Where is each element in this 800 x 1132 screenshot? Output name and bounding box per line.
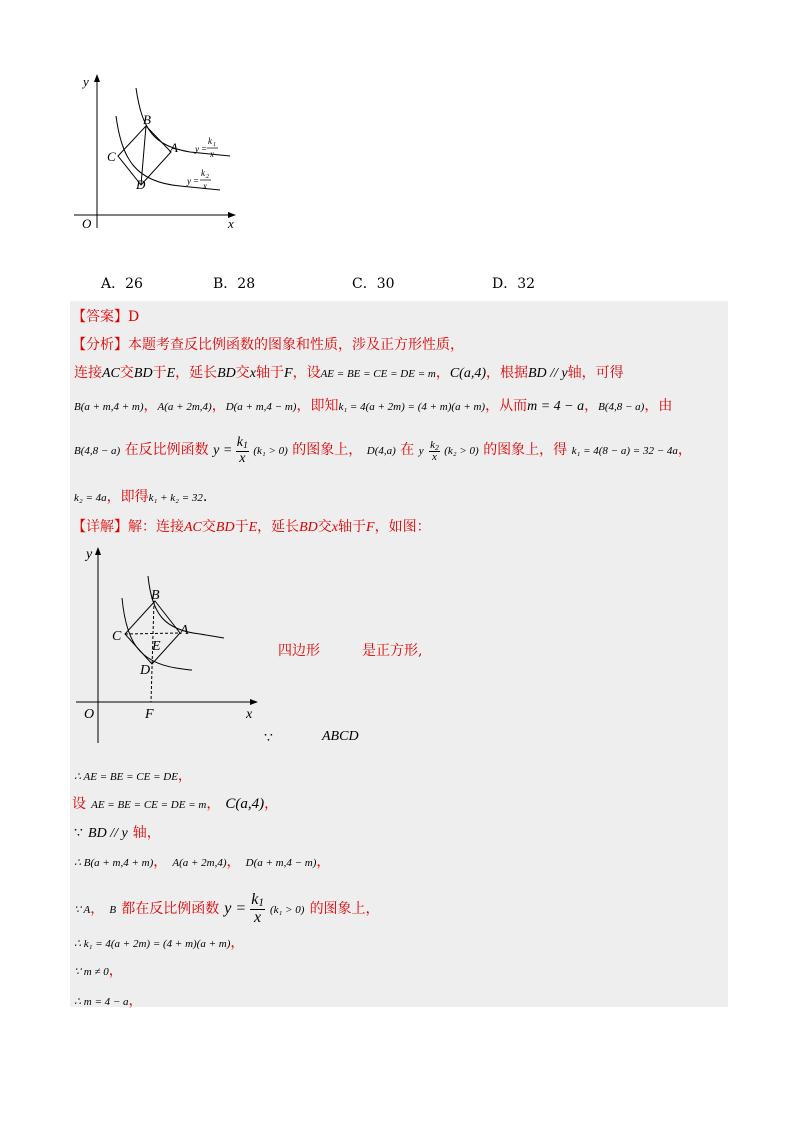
option-a[interactable]: A．26 [101,276,143,292]
answer-line [72,306,139,326]
fraction-k2: y $\frac{k_2}{x}$ [418,438,439,464]
detail-intro-run-8: 交 [317,519,332,535]
curve-label-1 [194,136,218,159]
analysis-line-2-run-17: BD // y [527,366,568,381]
analysis-line-2-run-12: ，设 [292,365,321,381]
analysis-line-2-run-15: C(a,4) [449,366,486,381]
svg-text:y: y [195,144,199,154]
detail-intro-run-0: 解：连接 [128,519,184,535]
label-c: C [112,629,122,644]
label-c: C [107,149,116,164]
analysis-line-3-run-10: B(4,8 − a) [598,401,645,413]
analysis-line-2-run-4: 于 [152,365,167,381]
analysis-line-2-run-8: 交 [235,365,250,381]
analysis-line-3-run-1: ， [143,398,158,414]
point-b-value: B(4,8 − a) [74,445,121,458]
y-axis-arrow [95,547,101,555]
fraction-k1-detail: y = $\frac{k1}{x}$ [224,891,264,927]
analysis-line-2 [74,362,624,382]
analysis-line-3-run-5: ，即知 [296,398,339,414]
option-c[interactable]: C．30 [352,276,395,292]
label-o: O [82,216,92,230]
detail-intro-run-2: 交 [201,519,216,535]
detail-intro-run-5: E [248,520,258,535]
analysis-line-3-run-2: A(a + 2m,4) [157,401,212,413]
detail-intro-run-12: ，如图： [374,519,431,535]
label-y: y [83,74,89,89]
label-o: O [84,707,95,722]
analysis-line-2-run-2: 交 [119,365,134,381]
svg-text:x: x [210,149,214,159]
side-text-2: 是正方形, [362,643,423,659]
step-1: ∴ AE = BE = CE = DE， [74,768,192,784]
point-d-value: D(4,a) [366,445,396,458]
analysis-line-3-run-3: ， [211,398,226,414]
figure-2-graph [72,540,272,745]
label-d: D [140,663,151,678]
detail-intro-run-9: x [331,520,339,535]
label-x: x [228,216,234,230]
detail-intro-run-6: ，延长 [257,519,300,535]
analysis-line-2-run-0: 连接 [74,365,102,381]
option-b[interactable]: B．28 [213,276,256,292]
analysis-line-2-run-7: BD [217,366,236,381]
analysis-line-2-run-18: 轴，可得 [567,365,624,381]
x-axis-arrow [250,699,258,705]
analysis-line-1 [72,334,464,354]
svg-text:k: k [208,136,212,146]
detail-intro-run-3: BD [215,520,235,535]
svg-text:=: = [193,176,200,186]
detail-line-1 [72,516,431,536]
analysis-line-2-run-10: 轴于 [256,365,285,381]
analysis-line-2-run-6: ，延长 [175,365,218,381]
detail-intro-run-7: BD [299,520,318,535]
analysis-line-2-run-1: AC [102,366,120,381]
label-f: F [145,707,154,722]
svg-text:2: 2 [206,174,209,180]
analysis-line-3-run-8: m = 4 − a [527,399,585,414]
analysis-line-3-run-4: D(a + m,4 − m) [225,401,297,413]
side-text-1: 四边形 [278,643,320,659]
label-b: B [151,588,160,603]
step-4: ∴ B(a + m,4 + m)， A(a + 2m,4)， D(a + m,4 − m)， [74,854,331,870]
label-b: B [143,112,151,127]
label-d: D [136,177,146,192]
step-2: 设 AE = BE = CE = DE = m， C(a,4)， [72,796,279,812]
y-axis-arrow [94,74,100,82]
analysis-line-3-run-0: B(a + m,4 + m) [74,401,144,413]
square-abcd [125,601,180,664]
step-8: ∴ m = 4 − a， [74,993,143,1009]
analysis-line-2-run-11: F [284,366,293,381]
svg-text:y: y [187,176,191,186]
svg-text:=: = [201,144,208,154]
analysis-line-2-run-16: ，根据 [485,365,528,381]
analysis-text-1: 本题考查反比例函数的图象和性质，涉及正方形性质， [128,337,464,353]
analysis-line-3-run-11: ，由 [644,398,673,414]
analysis-line-3-run-6: k₁ = 4(a + 2m) = (4 + m)(a + m) [338,401,486,413]
detail-intro-run-1: AC [184,520,202,535]
figure-1-graph [70,70,250,230]
step-6: ∴ k₁ = 4(a + 2m) = (4 + m)(a + m)， [74,935,245,951]
detail-intro-run-11: F [366,520,375,535]
analysis-line-2-run-13: AE = BE = CE = DE = m [320,368,436,380]
analysis-line-4: B(4,8 − a) 在反比例函数 y = $\frac{k_1}{x}$ (k₁ > 0) 的图象上， D(4,a) 在 y $\frac{k_2}{x}$ (k₂ > 0) 的图象上，得 k₁ = 4(8 − a) = 32 − 4a， [74,435,692,466]
diagonal-ac [125,633,180,634]
label-y: y [86,547,93,562]
analysis-line-3-run-9: ， [584,398,599,414]
detail-tag: 【详解】 [72,519,128,535]
analysis-line-2-run-9: x [249,366,257,381]
fraction-k1: y = $\frac{k_1}{x}$ [213,435,248,466]
option-d[interactable]: D．32 [492,276,536,292]
analysis-tag: 【分析】 [72,337,128,353]
analysis-line-3-run-7: ，从而 [485,398,528,414]
analysis-line-2-run-3: BD [133,366,153,381]
label-x: x [246,707,253,722]
answer-value: D [128,309,140,325]
answer-tag: 【答案】 [72,309,128,325]
analysis-line-2-run-5: E [166,366,176,381]
analysis-line-3 [74,395,672,415]
because-symbol: ∵ [264,730,273,746]
analysis-line-5: k₂ = 4a，即得k₁ + k₂ = 32. [74,489,208,505]
label-a: A [170,140,178,155]
analysis-line-2-run-14: ， [435,365,450,381]
detail-intro-run-4: 于 [234,519,249,535]
label-a: A [180,623,189,638]
svg-text:1: 1 [213,142,216,148]
step-3: ∵ BD // y 轴， [74,825,161,841]
abcd-label: ABCD [322,729,359,744]
svg-text:x: x [203,181,207,191]
step-5: ∵ A， B 都在反比例函数 y = $\frac{k1}{x}$ (k₁ > 0) 的图象上， [74,891,380,927]
svg-text:k: k [201,168,205,178]
detail-intro-run-10: 轴于 [338,519,367,535]
label-e: E [152,639,161,654]
step-7: ∵ m ≠ 0， [74,963,123,979]
